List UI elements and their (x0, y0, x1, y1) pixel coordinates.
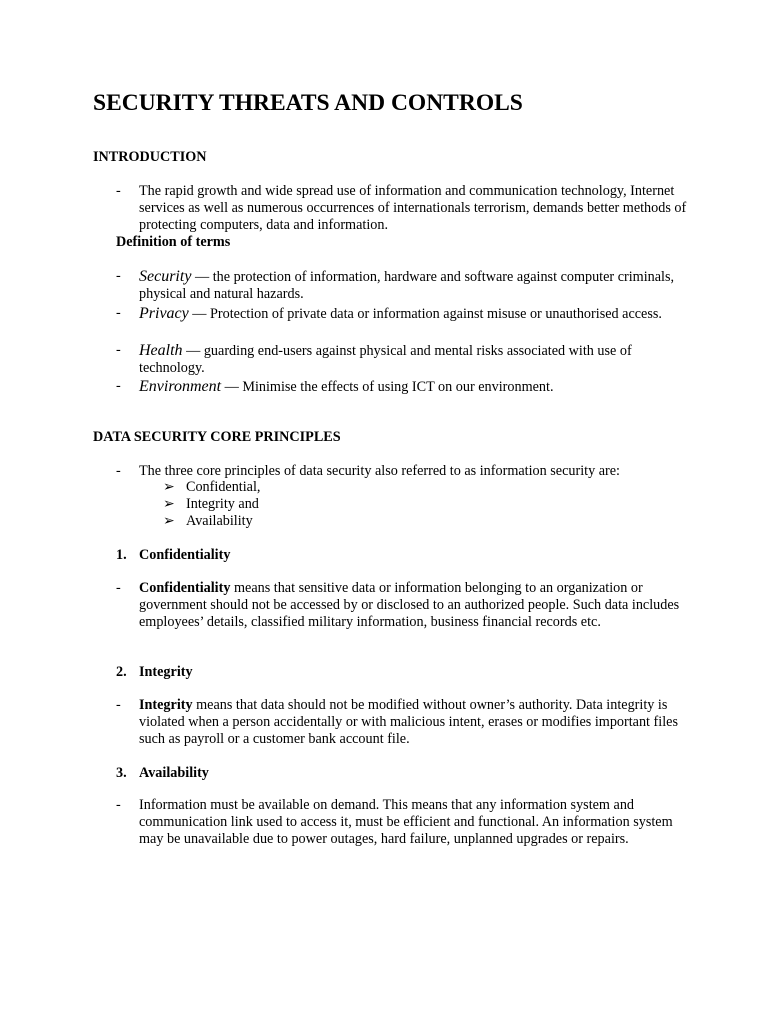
definition-term: Health (139, 342, 183, 359)
bullet-dash: - (116, 797, 121, 813)
section-body: means that sensitive data or information belonging to an organization or government should not be accessed by or disclosed to an authorized people. Such data includes employees’ details, classified military information, business financial records etc. (139, 580, 680, 630)
principle-list-item (163, 479, 260, 496)
definition-text (139, 305, 699, 323)
list-item-text: Availability (186, 513, 253, 529)
definition-body: — Minimise the effects of using ICT on our environment. (221, 379, 554, 395)
section-title: Confidentiality (139, 547, 231, 563)
section-text (139, 797, 699, 848)
section-keyword: Confidentiality (139, 580, 231, 596)
section-text (139, 580, 699, 631)
definition-term: Privacy (139, 305, 189, 322)
definition-body: — guarding end-users against physical and mental risks associated with use of technology. (139, 343, 632, 376)
definition-text (139, 268, 699, 303)
bullet-dash: - (116, 463, 121, 479)
arrow-bullet-icon: ➢ (163, 513, 175, 529)
section-title: Availability (139, 765, 209, 781)
arrow-bullet-icon: ➢ (163, 496, 175, 512)
section-number: 3. (116, 765, 127, 781)
bullet-dash: - (116, 697, 121, 713)
principle-list-item (163, 513, 253, 530)
definition-body: — the protection of information, hardware and software against computer criminals, physical and natural hazards. (139, 269, 675, 302)
bullet-dash: - (116, 183, 121, 199)
definitions-heading: Definition of terms (116, 234, 231, 250)
bullet-dash: - (116, 342, 121, 358)
introduction-heading: INTRODUCTION (93, 149, 207, 165)
section-body: means that data should not be modified without owner’s authority. Data integrity is violated when a person accidentally or with malicious intent, erases or modifies important files such as payroll or a customer bank account file. (139, 697, 678, 747)
section-title: Integrity (139, 664, 193, 680)
bullet-text: The rapid growth and wide spread use of information and communication technology, Internet services as well as numerous occurrences of internationals terrorism, demands better methods of protecting computers, data and information. (139, 183, 687, 233)
section-body: Information must be available on demand. This means that any information system and communication link used to access it, must be efficient and functional. An information system may be unavailable due to power outages, hard failure, unplanned upgrades or repairs. (139, 797, 673, 847)
definition-text (139, 342, 699, 377)
section-heading-availability (116, 765, 209, 782)
section-text (139, 697, 699, 748)
arrow-bullet-icon: ➢ (163, 479, 175, 495)
bullet-dash: - (116, 378, 121, 394)
definition-body: — Protection of private data or information against misuse or unauthorised access. (188, 306, 662, 322)
definition-text (139, 378, 699, 396)
bullet-text: The three core principles of data security also referred to as information security are: (139, 463, 620, 479)
section-number: 2. (116, 664, 127, 680)
principle-list-item (163, 496, 259, 513)
list-item-text: Integrity and (186, 496, 259, 512)
bullet-dash: - (116, 580, 121, 596)
section-heading-integrity (116, 664, 193, 681)
list-item-text: Confidential, (186, 479, 261, 495)
section-heading-confidentiality (116, 547, 230, 564)
definition-term: Environment (139, 378, 222, 395)
bullet-dash: - (116, 305, 121, 321)
bullet-dash: - (116, 268, 121, 284)
definition-term: Security (139, 268, 192, 285)
principles-heading: DATA SECURITY CORE PRINCIPLES (93, 429, 341, 445)
document-title: SECURITY THREATS AND CONTROLS (93, 90, 523, 116)
section-number: 1. (116, 547, 127, 563)
section-keyword: Integrity (139, 697, 193, 713)
